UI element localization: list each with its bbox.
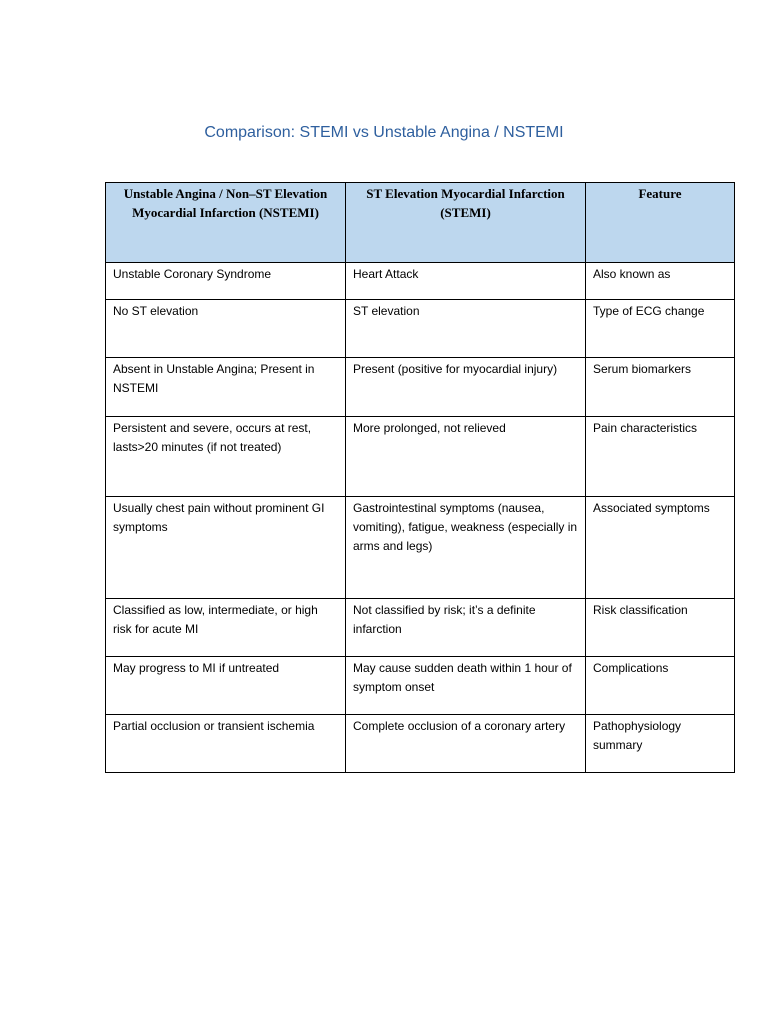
header-nstemi: Unstable Angina / Non–ST Elevation Myocardial Infarction (NSTEMI) (106, 183, 346, 263)
cell-nstemi: May progress to MI if untreated (106, 657, 346, 715)
table-header-row (106, 183, 735, 263)
page-title: Comparison: STEMI vs Unstable Angina / NSTEMI (204, 124, 564, 141)
table-row (106, 599, 735, 657)
header-stemi: ST Elevation Myocardial Infarction (STEMI) (346, 183, 586, 263)
cell-feature: Pathophysiology summary (586, 715, 735, 773)
cell-stemi: ST elevation (346, 300, 586, 358)
cell-nstemi: Unstable Coronary Syndrome (106, 263, 346, 300)
cell-feature: Type of ECG change (586, 300, 735, 358)
cell-stemi: Not classified by risk; it’s a definite infarction (346, 599, 586, 657)
cell-feature: Serum biomarkers (586, 358, 735, 417)
cell-feature: Associated symptoms (586, 497, 735, 599)
cell-nstemi: Absent in Unstable Angina; Present in NSTEMI (106, 358, 346, 417)
table-row (106, 417, 735, 497)
table-row (106, 263, 735, 300)
cell-feature: Pain characteristics (586, 417, 735, 497)
cell-stemi: Complete occlusion of a coronary artery (346, 715, 586, 773)
table-row (106, 300, 735, 358)
cell-nstemi: Persistent and severe, occurs at rest, lasts>20 minutes (if not treated) (106, 417, 346, 497)
cell-nstemi: Usually chest pain without prominent GI symptoms (106, 497, 346, 599)
cell-nstemi: Classified as low, intermediate, or high risk for acute MI (106, 599, 346, 657)
table-row (106, 358, 735, 417)
cell-feature: Risk classification (586, 599, 735, 657)
cell-stemi: More prolonged, not relieved (346, 417, 586, 497)
cell-stemi: Present (positive for myocardial injury) (346, 358, 586, 417)
table-row (106, 497, 735, 599)
cell-feature: Also known as (586, 263, 735, 300)
table-row (106, 657, 735, 715)
header-feature: Feature (586, 183, 735, 263)
cell-stemi: Heart Attack (346, 263, 586, 300)
cell-stemi: May cause sudden death within 1 hour of symptom onset (346, 657, 586, 715)
cell-feature: Complications (586, 657, 735, 715)
cell-nstemi: No ST elevation (106, 300, 346, 358)
comparison-table (105, 182, 735, 773)
table-row (106, 715, 735, 773)
cell-nstemi: Partial occlusion or transient ischemia (106, 715, 346, 773)
cell-stemi: Gastrointestinal symptoms (nausea, vomiting), fatigue, weakness (especially in arms and legs) (346, 497, 586, 599)
